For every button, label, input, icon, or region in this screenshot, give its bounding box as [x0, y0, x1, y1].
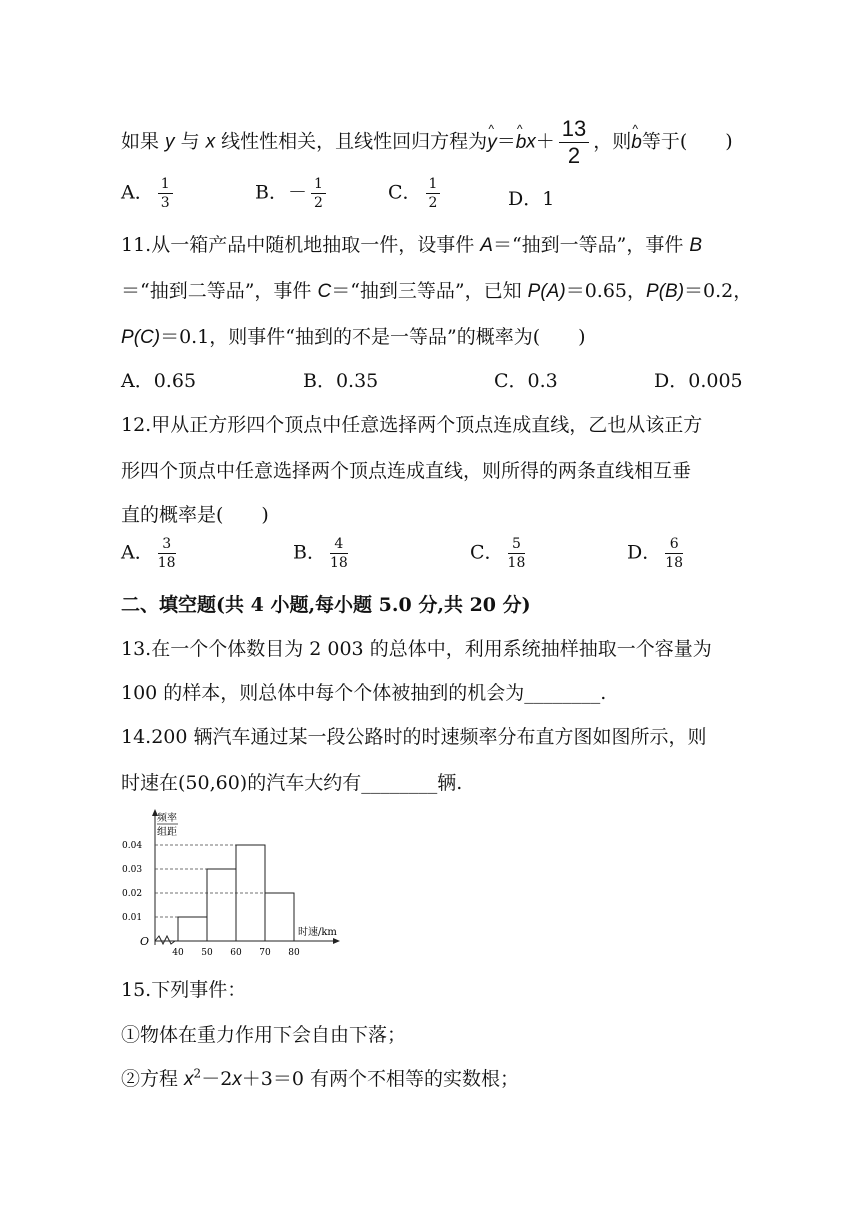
q15-item2-a: ②方程: [121, 1068, 185, 1090]
q12-line-3: 直的概率是( ): [121, 504, 269, 526]
q10-stem-d: ，则: [593, 130, 632, 153]
section-2-heading: 二、填空题(共 4 小题,每小题 5.0 分,共 20 分): [121, 594, 531, 616]
q11-line1-b: ＝“抽到一等品”，事件: [492, 234, 690, 256]
q12-option-d: [627, 537, 687, 570]
q11-line3-text: ＝0.1，则事件“抽到的不是一等品”的概率为( ): [160, 326, 586, 348]
q12-option-c-num: 5: [508, 537, 526, 554]
q13-line-1: 13.在一个个体数目为 2 003 的总体中，利用系统抽样抽取一个容量为: [121, 638, 712, 660]
q12-option-c-fraction: [508, 537, 526, 570]
q11-line2-b: ＝“抽到三等品”，已知: [331, 280, 528, 302]
q10-option-d: [508, 184, 554, 211]
q10-option-b-label: B．: [255, 181, 288, 204]
q15-item2-c: ＋3＝0 有两个不相等的实数根；: [241, 1068, 519, 1090]
q12-option-d-num: 6: [665, 537, 683, 554]
q10-stem-c: 线性性相关，且线性回归方程为: [215, 130, 488, 153]
x-tick-label: 40: [172, 948, 184, 958]
q13-line-2: 100 的样本，则总体中每个个体被抽到的机会为________.: [121, 682, 607, 704]
q12-option-a-label: A．: [121, 541, 154, 564]
q11-event-c: C: [317, 281, 332, 302]
q11-pb: P: [646, 281, 659, 302]
origin-label: O: [140, 935, 150, 948]
q11-option-c: C．0.3: [494, 370, 558, 392]
x-tick-label: 60: [230, 948, 242, 958]
histogram-bar-50-60: [207, 869, 236, 941]
q10-stem-a: 如果: [121, 130, 166, 153]
q15-line-1: 15.下列事件：: [121, 979, 247, 1001]
q12-option-b-fraction: [330, 537, 348, 570]
histogram-bar-40-50: [178, 917, 207, 941]
q12-option-a-num: 3: [158, 537, 176, 554]
q15-item2-b: －2: [201, 1068, 233, 1090]
q10-option-b-fraction: [311, 177, 326, 210]
q10-eq-x: x: [526, 131, 536, 153]
q15-item-1: ①物体在重力作用下会自由下落；: [121, 1024, 407, 1046]
q11-option-d: D．0.005: [654, 370, 743, 392]
q12-option-c-den: 18: [507, 555, 526, 571]
q11-option-b: B．0.35: [303, 370, 379, 392]
q10-option-a: [121, 177, 177, 210]
q10-option-a-den: 3: [160, 195, 170, 211]
q12-option-d-label: D．: [627, 541, 662, 564]
q10-eq-numerator: 13: [559, 118, 589, 143]
y-tick-label: 0.04: [122, 841, 143, 851]
q10-option-c-num: 1: [426, 177, 441, 194]
q12-option-b-num: 4: [330, 537, 348, 554]
q15-item2-x1: x: [184, 1069, 194, 1090]
q10-eq-equals: ＝: [496, 130, 516, 153]
q10-eq-bhat: b ^: [516, 132, 527, 154]
x-axis-arrow: [333, 938, 340, 944]
y-tick-label: 0.01: [122, 913, 143, 923]
y-tick-label: 0.02: [122, 889, 143, 899]
q10-stem-b: 与: [174, 130, 206, 153]
q12-option-a: [121, 537, 180, 570]
x-tick-label: 50: [201, 948, 213, 958]
q14-line-2: 时速在(50,60)的汽车大约有________辆.: [121, 772, 463, 794]
q10-eq-plus: ＋: [535, 130, 555, 153]
q12-option-d-fraction: [665, 537, 683, 570]
frequency-histogram: [110, 805, 360, 965]
q11-pa-arg: (A): [540, 281, 566, 302]
q10-var-x: x: [205, 131, 216, 153]
q12-option-c-label: C．: [470, 541, 504, 564]
q11-event-a: A: [480, 235, 493, 256]
q10-option-b: [255, 177, 330, 210]
axis-break: [155, 936, 175, 944]
q15-item-2: [121, 1064, 519, 1091]
q10-option-c-label: C．: [388, 181, 422, 204]
q12-option-a-den: 18: [157, 555, 176, 571]
q10-var-y: y: [165, 131, 175, 153]
q11-pc-arg: (C): [133, 327, 161, 348]
q11-option-a: A．0.65: [121, 370, 197, 392]
q12-option-d-den: 18: [665, 555, 684, 571]
x-tick-label: 80: [288, 948, 300, 958]
q12-option-b-label: B．: [293, 541, 326, 564]
q10-option-d-text: 1: [542, 188, 555, 210]
y-tick-label: 0.03: [122, 865, 143, 875]
q12-line-1: 12.甲从正方形四个顶点中任意选择两个顶点连成直线，乙也从该正方: [121, 414, 703, 436]
q11-pb-arg: (B): [658, 281, 685, 302]
q12-option-b: [293, 537, 352, 570]
q10-option-d-label: D．: [508, 188, 543, 210]
q10-option-b-num: 1: [311, 177, 326, 194]
q15-item2-sup: 2: [193, 1066, 202, 1081]
q11-line-2: [121, 276, 752, 303]
q11-line2-d: ＝0.2，: [684, 280, 753, 302]
q10-option-c: [388, 177, 444, 210]
q11-line-1: [121, 230, 702, 257]
q11-pa: P: [527, 281, 541, 302]
q11-line1-a: 11.从一箱产品中随机地抽取一件，设事件: [121, 234, 481, 256]
q10-option-c-fraction: [426, 177, 441, 210]
xlabel: 时速/km: [298, 927, 337, 938]
q10-option-a-label: A．: [121, 181, 154, 204]
q12-option-b-den: 18: [329, 555, 348, 571]
q10-eq-yhat: y ^: [487, 132, 497, 154]
x-tick-label: 70: [259, 948, 271, 958]
q10-eq-fraction: [559, 118, 589, 167]
q10-eq-denominator: 2: [567, 143, 581, 168]
q10-option-a-num: 1: [158, 177, 173, 194]
q11-pc: P: [121, 327, 134, 348]
q11-line2-a: ＝“抽到二等品”，事件: [121, 280, 318, 302]
q10-option-b-sign: －: [287, 181, 307, 204]
histogram-bar-70-80: [265, 893, 294, 941]
q12-line-2: 形四个顶点中任意选择两个顶点连成直线，则所得的两条直线相互垂: [121, 460, 692, 482]
q10-stem-e: 等于( ): [641, 130, 733, 153]
q12-option-c: [470, 537, 529, 570]
q11-line-3: [121, 322, 586, 349]
ylabel-bottom: 组距: [157, 827, 177, 838]
q10-option-b-den: 2: [313, 195, 323, 211]
q11-line2-c: ＝0.65，: [565, 280, 646, 302]
q10-option-a-fraction: [158, 177, 173, 210]
q10-stem: [121, 118, 733, 167]
q14-line-1: 14.200 辆汽车通过某一段公路时的时速频率分布直方图如图所示，则: [121, 726, 707, 748]
q10-option-c-den: 2: [428, 195, 438, 211]
ylabel-top: 频率: [157, 813, 177, 824]
q15-item2-x2: x: [232, 1069, 242, 1090]
q10-stem-bhat: b ^: [631, 132, 642, 154]
q12-option-a-fraction: [158, 537, 176, 570]
q11-event-b: B: [689, 235, 703, 256]
